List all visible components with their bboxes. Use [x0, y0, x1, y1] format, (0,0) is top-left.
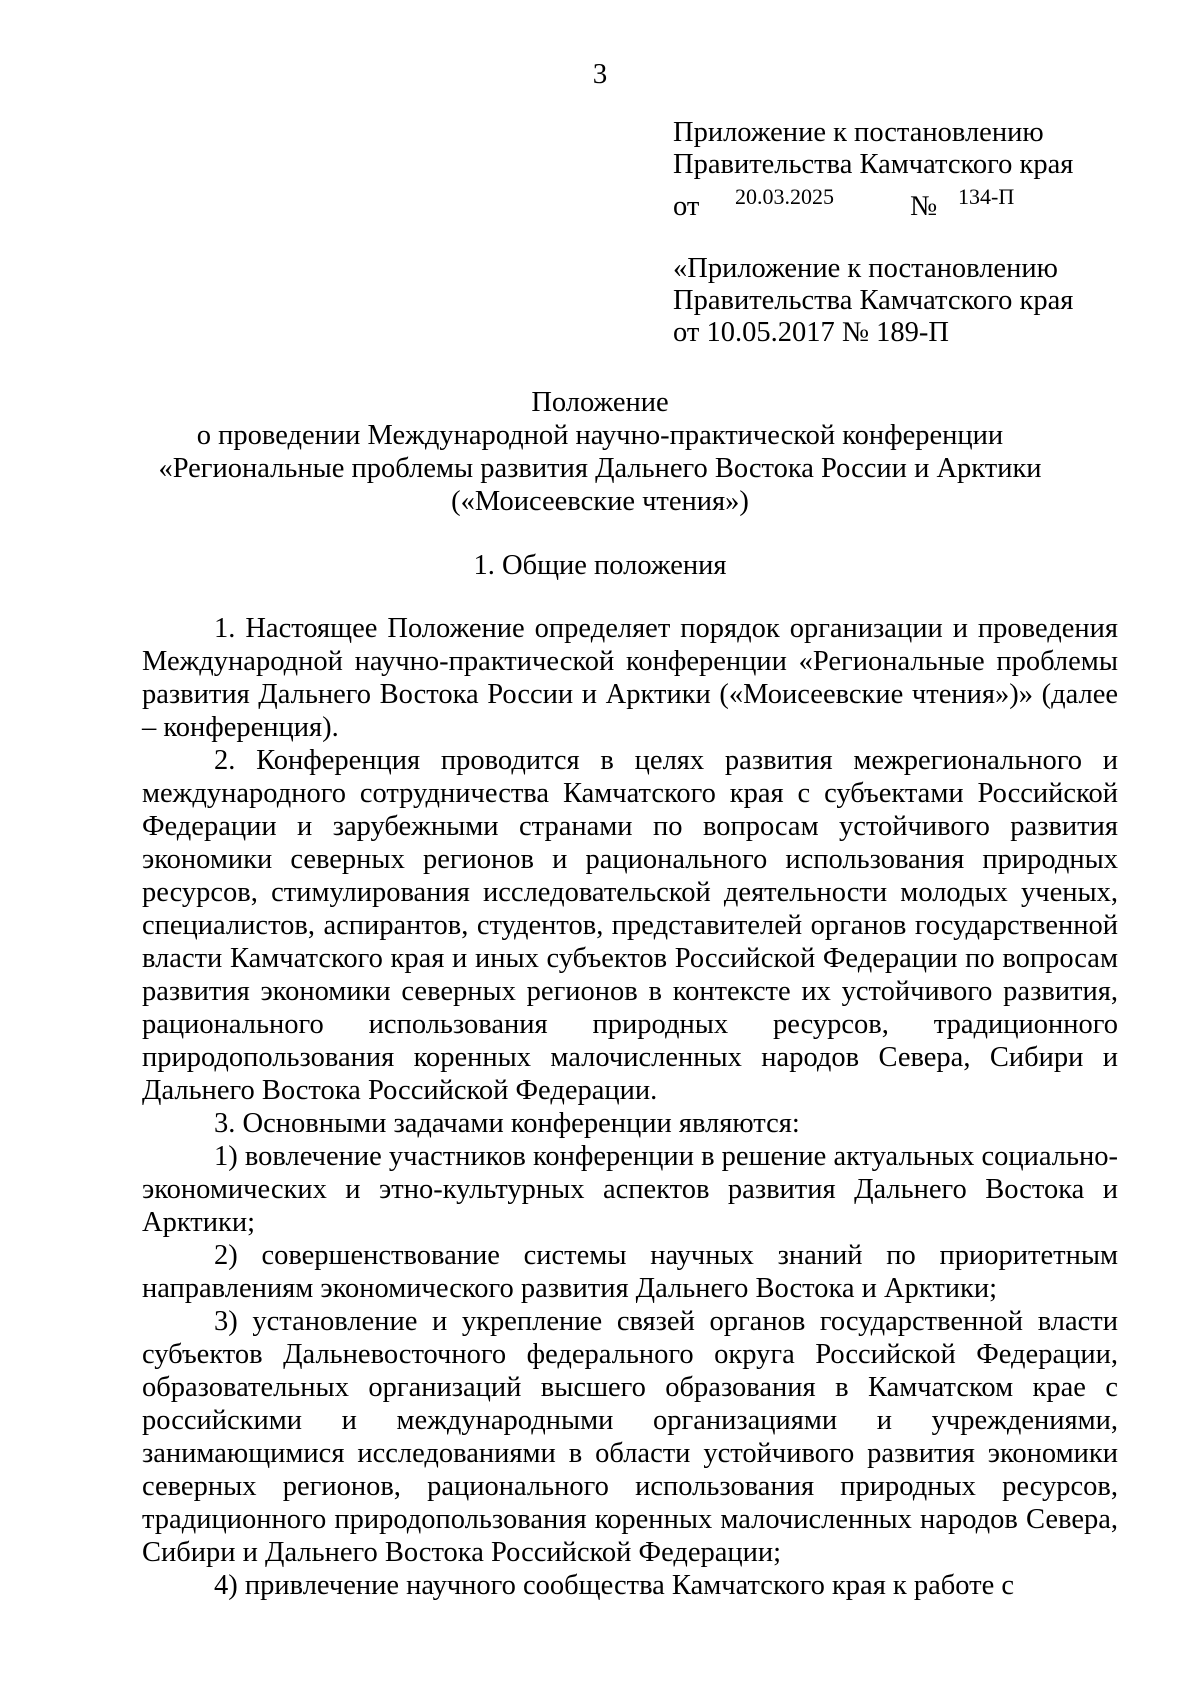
appendix-new-line2: Правительства Камчатского края — [673, 149, 1074, 180]
paragraph-3: 3. Основными задачами конференции являются: — [214, 1108, 800, 1139]
appendix-new-date-number — [673, 181, 1073, 221]
appendix-old-line2: Правительства Камчатского края — [673, 285, 1074, 316]
title-line4: («Моисеевские чтения») — [451, 486, 749, 517]
paragraph-2: 2. Конференция проводится в целях развития межрегионального и международного сотрудничества Камчатского края с субъектами Российской Федерации и зарубежными странами по вопросам устойчивого развития экономики северных регионов и рационального использования природных ресурсов, стимулирования исследовательской деятельности молодых ученых, специалистов, аспирантов, студентов, представителей органов государственной власти Камчатского края и иных субъектов Российской Федерации по вопросам развития экономики северных регионов в контексте их устойчивого развития, рационального использования природных ресурсов, традиционного природопользования коренных малочисленных народов Севера, Сибири и Дальнего Востока Российской Федерации. — [142, 745, 1118, 1106]
appendix-new-line1: Приложение к постановлению — [673, 117, 1044, 148]
section-title: 1. Общие положения — [473, 550, 727, 581]
title-line1: Положение — [531, 387, 669, 418]
list-item-2: 2) совершенствование системы научных знаний по приоритетным направлениям экономического развития Дальнего Востока и Арктики; — [142, 1240, 1118, 1304]
page-number: 3 — [592, 58, 608, 90]
appendix-new-ot: от — [673, 191, 700, 222]
appendix-old-line3: от 10.05.2017 № 189-П — [673, 317, 949, 348]
appendix-new-number-sign: № — [910, 191, 938, 222]
appendix-new-date: 20.03.2025 — [735, 184, 834, 209]
list-item-1: 1) вовлечение участников конференции в решение актуальных социально-экономических и этно-культурных аспектов развития Дальнего Востока и Арктики; — [142, 1141, 1118, 1238]
title-line3: «Региональные проблемы развития Дальнего Востока России и Арктики — [158, 453, 1042, 484]
appendix-header-old — [673, 253, 1073, 349]
document-title — [0, 386, 1200, 518]
appendix-new-number: 134-П — [958, 184, 1015, 209]
paragraph-1: 1. Настоящее Положение определяет порядок организации и проведения Международной научно-практической конференции «Региональные проблемы развития Дальнего Востока России и Арктики («Моисеевские чтения»)» (далее – конференция). — [142, 613, 1118, 743]
appendix-header-new — [673, 117, 1073, 221]
body-text — [142, 612, 1118, 1602]
list-item-4: 4) привлечение научного сообщества Камчатского края к работе с — [214, 1570, 1015, 1601]
appendix-old-line1: «Приложение к постановлению — [673, 253, 1058, 284]
title-line2: о проведении Международной научно-практической конференции — [196, 420, 1004, 451]
list-item-3: 3) установление и укрепление связей органов государственной власти субъектов Дальневосточного федерального округа Российской Федерации, образовательных организаций высшего образования в Камчатском крае с российскими и международными организациями и учреждениями, занимающимися исследованиями в области устойчивого развития экономики северных регионов, рационального использования природных ресурсов, традиционного природопользования коренных малочисленных народов Севера, Сибири и Дальнего Востока Российской Федерации; — [142, 1306, 1118, 1568]
